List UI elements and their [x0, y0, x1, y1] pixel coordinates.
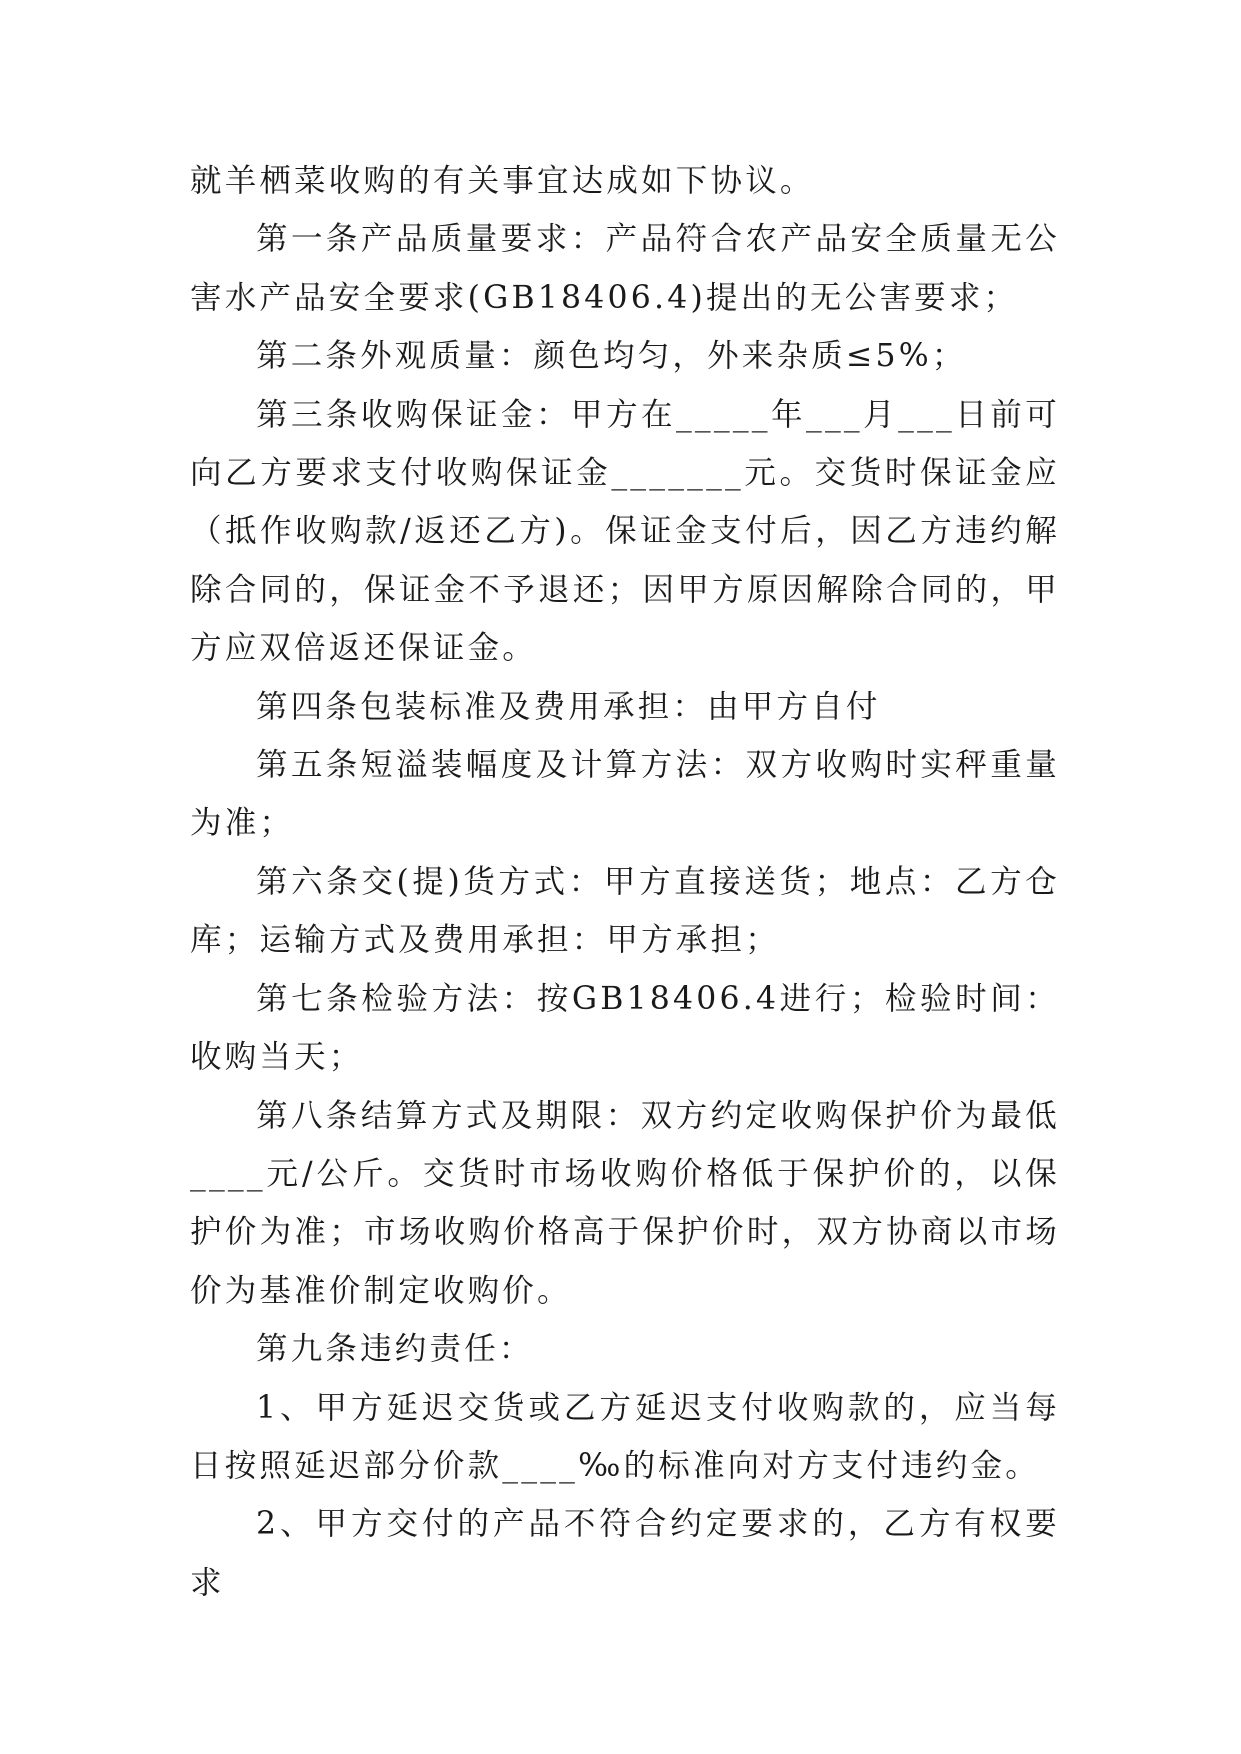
paragraph-article-3: 第三条收购保证金：甲方在_____年___月___日前可向乙方要求支付收购保证金_______元。交货时保证金应（抵作收购款/返还乙方)。保证金支付后，因乙方违约解除合同的，保证金不予退还；因甲方原因解除合同的，甲方应双倍返还保证金。	[190, 396, 1060, 667]
paragraph-intro: 就羊栖菜收购的有关事宜达成如下协议。	[190, 163, 815, 199]
paragraph-article-4: 第四条包装标准及费用承担：由甲方自付	[256, 688, 881, 725]
paragraph-article-6: 第六条交(提)货方式：甲方直接送货；地点：乙方仓库；运输方式及费用承担：甲方承担；	[190, 863, 1060, 959]
paragraph-clause-1: 1、甲方延迟交货或乙方延迟支付收购款的，应当每日按照延迟部分价款____‰的标准向对方支付违约金。	[190, 1389, 1060, 1484]
paragraph-article-7: 第七条检验方法：按GB18406.4进行；检验时间：收购当天；	[190, 980, 1060, 1076]
paragraph-article-1: 第一条产品质量要求：产品符合农产品安全质量无公害水产品安全要求(GB18406.4)提出的无公害要求；	[190, 221, 1060, 316]
document-body	[190, 152, 1060, 1612]
paragraph-article-5: 第五条短溢装幅度及计算方法：双方收购时实秤重量为准；	[190, 747, 1060, 842]
paragraph-clause-2: 2、甲方交付的产品不符合约定要求的，乙方有权要求	[190, 1506, 1060, 1601]
paragraph-article-2: 第二条外观质量：颜色均匀，外来杂质≤5%；	[256, 338, 967, 375]
paragraph-article-9: 第九条违约责任：	[256, 1331, 534, 1368]
paragraph-article-8: 第八条结算方式及期限：双方约定收购保护价为最低____元/公斤。交货时市场收购价格低于保护价的，以保护价为准；市场收购价格高于保护价时，双方协商以市场价为基准价制定收购价。	[190, 1097, 1060, 1309]
